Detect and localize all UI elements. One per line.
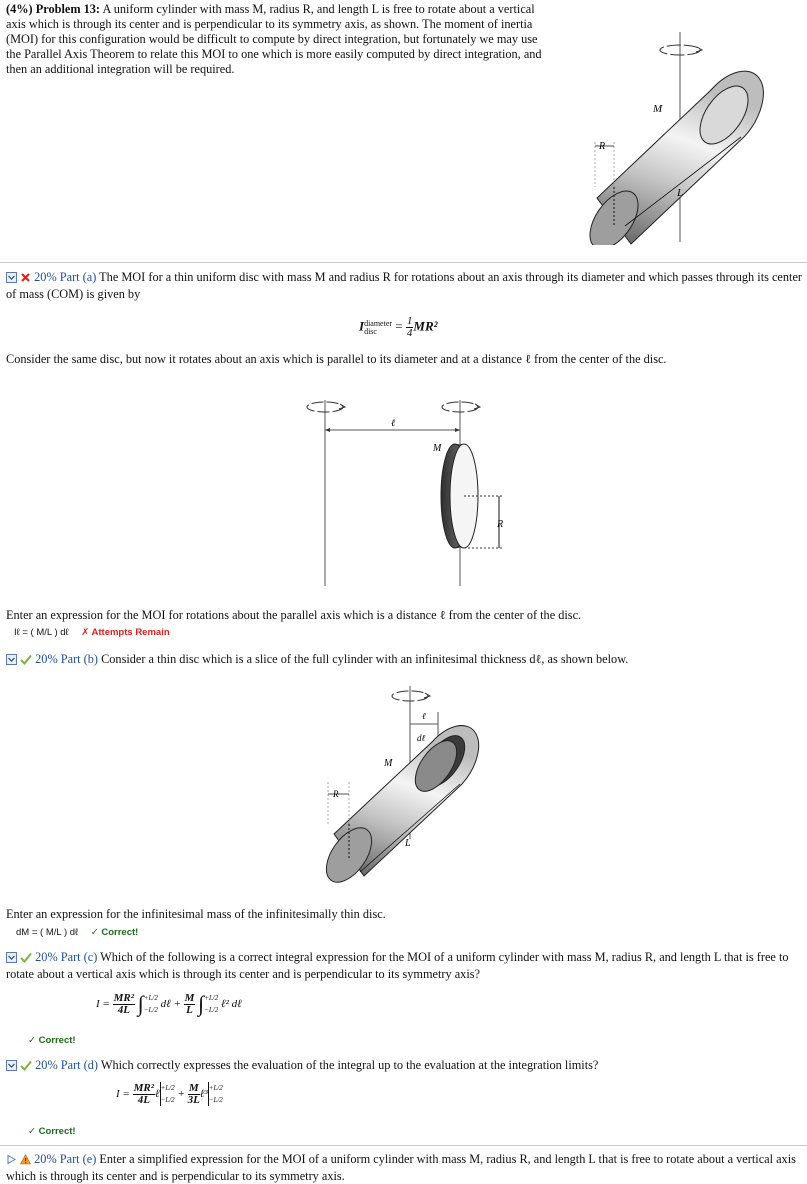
- part-b-text: Consider a thin disc which is a slice of the full cylinder with an infinitesimal thickness dℓ, as shown below.: [101, 652, 629, 666]
- problem-text: A uniform cylinder with mass M, radius R, and length L is free to rotate about a vertical axis which is through its center and is perpendicular to its symmetry axis, as shown. The moment of inertia (MOI) for this configuration would be difficult to compute by direct integration, but fortunately we may use the Parallel Axis Theorem to relate this MOI to one which is more easily computed by direct integration, and then an additional integration will be required.: [6, 2, 542, 76]
- part-d-section: [6, 1058, 804, 1075]
- part-b-answer[interactable]: dM = ( M/L ) dℓ: [16, 927, 79, 938]
- figure-label-m: M: [384, 758, 393, 769]
- part-c-section: [6, 950, 804, 982]
- slice-cylinder-body: [320, 726, 479, 884]
- part-a-answer-row: [14, 625, 170, 640]
- part-a-section: [6, 270, 804, 302]
- figure-label-m: M: [653, 103, 663, 115]
- expand-icon[interactable]: [6, 1154, 17, 1169]
- problem-statement: [6, 2, 551, 77]
- figure-label-ell: ℓ: [422, 711, 426, 721]
- cylinder-body: [585, 71, 763, 245]
- figure-label-r: R: [333, 789, 339, 799]
- part-b-section: [6, 652, 804, 669]
- part-a-formula: I diameter disc = $\frac{1}{4}$ MR²: [359, 315, 438, 339]
- disc-figure: [300, 396, 520, 588]
- collapse-icon[interactable]: [6, 952, 17, 967]
- collapse-icon[interactable]: [6, 1060, 17, 1075]
- slice-figure: [320, 684, 480, 884]
- figure-label-l: L: [405, 838, 411, 849]
- figure-label-r: R: [599, 141, 606, 152]
- part-b-title: 20% Part (b): [35, 652, 98, 666]
- figure-label-m: M: [433, 443, 442, 454]
- part-c-title: 20% Part (c): [35, 950, 98, 964]
- problem-header: (4%) Problem 13:: [6, 2, 101, 16]
- collapse-icon[interactable]: [6, 272, 17, 287]
- part-c-formula: I = $\frac{\text{MR²}}{4L}$ ∫ +L/2 −L/2 dℓ + $\frac{M}{L}$ ∫ +L/2 −L/2 ℓ² dℓ: [96, 991, 242, 1016]
- part-b-prompt: Enter an expression for the infinitesimal mass of the infinitesimally thin disc.: [6, 907, 386, 921]
- part-a-answer[interactable]: Iℓ = ( M/L ) dℓ: [14, 627, 69, 638]
- warning-icon: [20, 1154, 31, 1169]
- check-icon: [20, 952, 32, 967]
- part-d-status: ✓ Correct!: [28, 1126, 76, 1137]
- part-a-title: 20% Part (a): [34, 270, 97, 284]
- part-e-text: Enter a simplified expression for the MOI of a uniform cylinder with mass M, radius R, and length L that is free to rotate about a vertical axis which is through its center and is perpendicular to its symmetry axis.: [6, 1152, 796, 1183]
- figure-label-ell: ℓ: [391, 418, 396, 429]
- figure-label-l: L: [677, 187, 684, 199]
- collapse-icon[interactable]: [6, 654, 17, 669]
- figure-label-dl: dℓ: [417, 733, 426, 743]
- incorrect-icon: [20, 272, 31, 287]
- part-b-status: ✓ Correct!: [90, 927, 139, 938]
- part-a-prompt: Enter an expression for the MOI for rotations about the parallel axis which is a distance ℓ from the center of the disc.: [6, 608, 582, 622]
- part-a-text: The MOI for a thin uniform disc with mass M and radius R for rotations about an axis through its diameter and which passes through its center of mass (COM) is given by: [6, 270, 803, 301]
- cylinder-figure: [585, 30, 800, 245]
- check-icon: [20, 1060, 32, 1075]
- part-a-text2: Consider the same disc, but now it rotates about an axis which is parallel to its diameter and at a distance ℓ from the center of the disc.: [6, 352, 667, 366]
- figure-label-r: R: [497, 519, 504, 530]
- part-b-answer-row: [16, 925, 138, 940]
- check-icon: [20, 654, 32, 669]
- part-e-section: [6, 1152, 804, 1184]
- part-d-title: 20% Part (d): [35, 1058, 98, 1072]
- part-a-status: ✗ Attempts Remain: [81, 627, 170, 638]
- part-c-text: Which of the following is a correct integral expression for the MOI of a uniform cylinder with mass M, radius R, and length L that is free to rotate about a vertical axis which is through its center and is perpendicular to its symmetry axis?: [6, 950, 789, 981]
- part-c-status: ✓ Correct!: [28, 1035, 76, 1046]
- part-e-title: 20% Part (e): [34, 1152, 97, 1166]
- part-d-formula: I = $\frac{\text{MR²}}{4L}$ ℓ +L/2 −L/2 + $\frac{M}{3L}$ ℓ³ +L/2 −L/2: [116, 1081, 223, 1106]
- part-d-text: Which correctly expresses the evaluation of the integral up to the evaluation at the integration limits?: [100, 1058, 599, 1072]
